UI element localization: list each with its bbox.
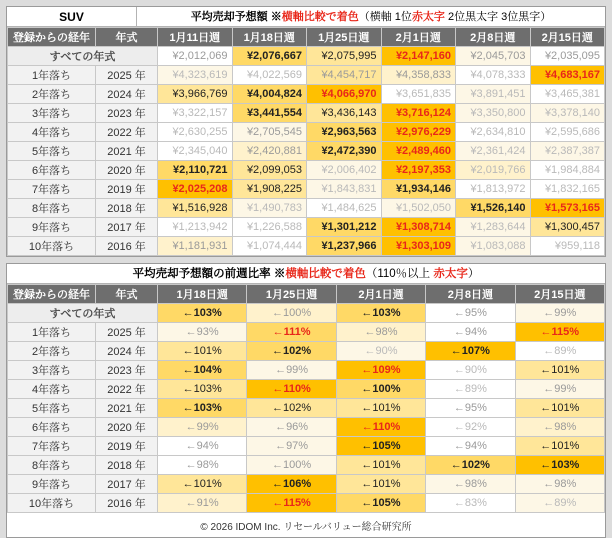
cell-value: ¥2,420,881 (232, 142, 307, 161)
cell-pct: ←97% (247, 437, 336, 456)
cell-pct: ←104% (158, 361, 247, 380)
cell-value: ¥3,966,769 (158, 85, 233, 104)
table1-body (8, 47, 605, 256)
cell-value: ¥2,012,069 (158, 47, 233, 66)
table-row-all (8, 304, 605, 323)
th-week-4: 2月1日週 (381, 28, 456, 47)
th2-week-3: 2月1日週 (336, 285, 425, 304)
row-label: 5年落ち (8, 142, 96, 161)
table-row (8, 199, 605, 218)
cell-pct: ←91% (158, 494, 247, 513)
row-year: 2019 年 (96, 180, 158, 199)
cell-value: ¥1,516,928 (158, 199, 233, 218)
row-year: 2016 年 (96, 494, 158, 513)
panel2-title-pre: 平均売却予想額の前週比率 ※ (132, 267, 286, 280)
cell-pct: ←89% (426, 380, 515, 399)
cell-pct: ←99% (515, 380, 604, 399)
row-label: 10年落ち (8, 494, 96, 513)
table2-body (8, 304, 605, 513)
row-label: 7年落ち (8, 180, 96, 199)
cell-value: ¥2,387,387 (530, 142, 605, 161)
table1-header (8, 28, 605, 47)
cell-value: ¥2,076,667 (232, 47, 307, 66)
cell-value: ¥1,074,444 (232, 237, 307, 256)
cell-pct: ←90% (426, 361, 515, 380)
cell-pct: ←103% (158, 304, 247, 323)
cell-pct: ←99% (515, 304, 604, 323)
footer-copyright: © 2026 IDOM Inc. リセールバリュー総合研究所 (200, 522, 412, 533)
cell-value: ¥1,283,644 (456, 218, 531, 237)
cell-pct: ←98% (515, 418, 604, 437)
cell-value: ¥4,358,833 (381, 66, 456, 85)
panel2-title-end: ） (467, 267, 480, 280)
table-row (8, 142, 605, 161)
cell-value: ¥3,378,140 (530, 104, 605, 123)
table-row (8, 237, 605, 256)
cell-value: ¥2,019,766 (456, 161, 531, 180)
cell-value: ¥2,963,563 (307, 123, 382, 142)
cell-pct: ←105% (336, 494, 425, 513)
cell-value: ¥4,454,717 (307, 66, 382, 85)
cell-value: ¥1,083,088 (456, 237, 531, 256)
cell-pct: ←92% (426, 418, 515, 437)
row-label: 9年落ち (8, 475, 96, 494)
cell-value: ¥1,226,588 (232, 218, 307, 237)
th2-week-1: 1月18日週 (158, 285, 247, 304)
th2-week-5: 2月15日週 (515, 285, 604, 304)
table-header-row (8, 28, 605, 47)
panel1-title-row (7, 7, 605, 27)
row-label: 6年落ち (8, 161, 96, 180)
cell-value: ¥1,832,165 (530, 180, 605, 199)
cell-value: ¥1,484,625 (307, 199, 382, 218)
cell-value: ¥1,813,972 (456, 180, 531, 199)
panel1-title-post: （横軸 1位 (358, 10, 412, 23)
cell-value: ¥3,651,835 (381, 85, 456, 104)
cell-pct: ←102% (247, 342, 336, 361)
table-row (8, 418, 605, 437)
cell-pct: ←98% (158, 456, 247, 475)
cell-value: ¥2,630,255 (158, 123, 233, 142)
row-year: 2019 年 (96, 437, 158, 456)
cell-value: ¥1,908,225 (232, 180, 307, 199)
row-year: 2024 年 (96, 342, 158, 361)
th-week-1: 1月11日週 (158, 28, 233, 47)
cell-pct: ←102% (247, 399, 336, 418)
cell-pct: ←95% (426, 399, 515, 418)
cell-value: ¥1,573,165 (530, 199, 605, 218)
panel1-title-rank1: 赤太字 (411, 10, 445, 23)
cell-value: ¥1,181,931 (158, 237, 233, 256)
th2-week-2: 1月25日週 (247, 285, 336, 304)
cell-pct: ←94% (426, 323, 515, 342)
cell-pct: ←96% (247, 418, 336, 437)
cell-pct: ←101% (158, 342, 247, 361)
cell-pct: ←100% (336, 380, 425, 399)
row-label: 3年落ち (8, 104, 96, 123)
row-year: 2023 年 (96, 104, 158, 123)
cell-value: ¥3,350,800 (456, 104, 531, 123)
cell-value: ¥1,984,884 (530, 161, 605, 180)
panel1-title-left: SUV (7, 7, 137, 26)
cell-value: ¥1,490,783 (232, 199, 307, 218)
cell-value: ¥2,110,721 (158, 161, 233, 180)
cell-pct: ←103% (158, 380, 247, 399)
cell-pct: ←105% (336, 437, 425, 456)
row-year: 2020 年 (96, 161, 158, 180)
row-year: 2025 年 (96, 323, 158, 342)
row-year: 2018 年 (96, 199, 158, 218)
cell-value: ¥2,976,229 (381, 123, 456, 142)
panel1-title-rank2: 2位黒太字 3位黒字） (444, 10, 552, 23)
cell-pct: ←110% (247, 380, 336, 399)
cell-value: ¥2,472,390 (307, 142, 382, 161)
row-year: 2017 年 (96, 218, 158, 237)
row-label-all: すべての年式 (8, 47, 158, 66)
cell-value: ¥3,322,157 (158, 104, 233, 123)
cell-pct: ←99% (247, 361, 336, 380)
table-row (8, 218, 605, 237)
cell-value: ¥3,716,124 (381, 104, 456, 123)
row-label: 4年落ち (8, 123, 96, 142)
cell-pct: ←98% (515, 475, 604, 494)
cell-value: ¥2,147,160 (381, 47, 456, 66)
row-year: 2024 年 (96, 85, 158, 104)
cell-pct: ←95% (426, 304, 515, 323)
cell-pct: ←100% (247, 456, 336, 475)
row-label: 4年落ち (8, 380, 96, 399)
cell-pct: ←115% (515, 323, 604, 342)
cell-pct: ←115% (247, 494, 336, 513)
cell-value: ¥4,022,569 (232, 66, 307, 85)
cell-pct: ←98% (336, 323, 425, 342)
cell-value: ¥4,323,619 (158, 66, 233, 85)
cell-pct: ←90% (336, 342, 425, 361)
table-row (8, 475, 605, 494)
row-year: 2022 年 (96, 123, 158, 142)
th-week-6: 2月15日週 (530, 28, 605, 47)
table2-header (8, 285, 605, 304)
panel-average-price (6, 6, 606, 257)
panel-week-over-week (6, 263, 606, 538)
row-label: 8年落ち (8, 199, 96, 218)
panel1-title-pre: 平均売却予想額 ※ (190, 10, 282, 23)
cell-pct: ←89% (515, 494, 604, 513)
cell-value: ¥2,099,053 (232, 161, 307, 180)
table-row (8, 323, 605, 342)
table-header-row (8, 285, 605, 304)
cell-pct: ←103% (515, 456, 604, 475)
cell-value: ¥1,934,146 (381, 180, 456, 199)
cell-pct: ←107% (426, 342, 515, 361)
row-label: 1年落ち (8, 323, 96, 342)
cell-pct: ←94% (158, 437, 247, 456)
table-row (8, 456, 605, 475)
row-year: 2018 年 (96, 456, 158, 475)
cell-value: ¥1,213,942 (158, 218, 233, 237)
cell-value: ¥2,595,686 (530, 123, 605, 142)
cell-value: ¥1,303,109 (381, 237, 456, 256)
table-row (8, 380, 605, 399)
row-year: 2017 年 (96, 475, 158, 494)
cell-pct: ←101% (158, 475, 247, 494)
cell-value: ¥1,502,050 (381, 199, 456, 218)
th2-age: 登録からの経年 (8, 285, 96, 304)
row-year: 2021 年 (96, 142, 158, 161)
cell-pct: ←101% (336, 456, 425, 475)
row-year: 2020 年 (96, 418, 158, 437)
cell-pct: ←101% (515, 361, 604, 380)
cell-value: ¥2,075,995 (307, 47, 382, 66)
row-label: 3年落ち (8, 361, 96, 380)
cell-pct: ←111% (247, 323, 336, 342)
row-label: 9年落ち (8, 218, 96, 237)
cell-value: ¥2,006,402 (307, 161, 382, 180)
cell-value: ¥1,843,831 (307, 180, 382, 199)
table-row (8, 104, 605, 123)
cell-value: ¥4,683,167 (530, 66, 605, 85)
cell-value: ¥1,237,966 (307, 237, 382, 256)
cell-value: ¥2,045,703 (456, 47, 531, 66)
row-year: 2021 年 (96, 399, 158, 418)
cell-pct: ←98% (426, 475, 515, 494)
row-label: 2年落ち (8, 85, 96, 104)
row-label: 2年落ち (8, 342, 96, 361)
table-row (8, 66, 605, 85)
table-row (8, 85, 605, 104)
panel2-title-post: （110％以上 (365, 267, 434, 280)
panel2-title-red: 横軸比較で着色 (285, 267, 366, 280)
panel2-title (7, 264, 605, 284)
row-label: 10年落ち (8, 237, 96, 256)
row-year: 2023 年 (96, 361, 158, 380)
panel2-title-red2: 赤太字 (433, 267, 468, 280)
table-row (8, 161, 605, 180)
th2-week-4: 2月8日週 (426, 285, 515, 304)
table-row (8, 399, 605, 418)
cell-value: ¥2,361,424 (456, 142, 531, 161)
th-year: 年式 (96, 28, 158, 47)
cell-value: ¥3,441,554 (232, 104, 307, 123)
row-year: 2022 年 (96, 380, 158, 399)
panel1-title-red: 横軸比較で着色 (281, 10, 359, 23)
table-average-price (7, 27, 605, 256)
cell-pct: ←101% (515, 437, 604, 456)
cell-value: ¥959,118 (530, 237, 605, 256)
cell-value: ¥2,705,545 (232, 123, 307, 142)
table-row (8, 180, 605, 199)
cell-pct: ←101% (336, 399, 425, 418)
cell-pct: ←103% (158, 399, 247, 418)
row-label: 7年落ち (8, 437, 96, 456)
row-label: 8年落ち (8, 456, 96, 475)
th-week-2: 1月18日週 (232, 28, 307, 47)
cell-pct: ←94% (426, 437, 515, 456)
cell-pct: ←99% (158, 418, 247, 437)
panel1-title-right (137, 7, 605, 27)
table-row-all (8, 47, 605, 66)
th-age: 登録からの経年 (8, 28, 96, 47)
cell-value: ¥3,465,381 (530, 85, 605, 104)
panel2-title-row (7, 264, 605, 284)
table-row (8, 437, 605, 456)
row-label: 5年落ち (8, 399, 96, 418)
cell-value: ¥2,197,353 (381, 161, 456, 180)
th-week-3: 1月25日週 (307, 28, 382, 47)
row-year: 2016 年 (96, 237, 158, 256)
row-label: 6年落ち (8, 418, 96, 437)
cell-value: ¥2,025,208 (158, 180, 233, 199)
cell-value: ¥2,035,095 (530, 47, 605, 66)
table-row (8, 494, 605, 513)
cell-pct: ←100% (247, 304, 336, 323)
row-label-all: すべての年式 (8, 304, 158, 323)
cell-pct: ←83% (426, 494, 515, 513)
cell-pct: ←106% (247, 475, 336, 494)
cell-value: ¥2,345,040 (158, 142, 233, 161)
cell-pct: ←103% (336, 304, 425, 323)
row-year: 2025 年 (96, 66, 158, 85)
row-label: 1年落ち (8, 66, 96, 85)
cell-pct: ←109% (336, 361, 425, 380)
cell-value: ¥3,436,143 (307, 104, 382, 123)
cell-value: ¥4,066,970 (307, 85, 382, 104)
table-week-ratio (7, 284, 605, 513)
th-week-5: 2月8日週 (456, 28, 531, 47)
cell-value: ¥2,489,460 (381, 142, 456, 161)
th2-year: 年式 (96, 285, 158, 304)
cell-value: ¥1,301,212 (307, 218, 382, 237)
table-row (8, 123, 605, 142)
cell-pct: ←89% (515, 342, 604, 361)
cell-value: ¥1,300,457 (530, 218, 605, 237)
cell-value: ¥1,308,714 (381, 218, 456, 237)
cell-pct: ←93% (158, 323, 247, 342)
cell-value: ¥3,891,451 (456, 85, 531, 104)
cell-value: ¥2,634,810 (456, 123, 531, 142)
cell-pct: ←101% (515, 399, 604, 418)
table-row (8, 342, 605, 361)
cell-pct: ←101% (336, 475, 425, 494)
cell-value: ¥4,078,333 (456, 66, 531, 85)
cell-value: ¥1,526,140 (456, 199, 531, 218)
cell-pct: ←110% (336, 418, 425, 437)
table-row (8, 361, 605, 380)
cell-value: ¥4,004,824 (232, 85, 307, 104)
cell-pct: ←102% (426, 456, 515, 475)
